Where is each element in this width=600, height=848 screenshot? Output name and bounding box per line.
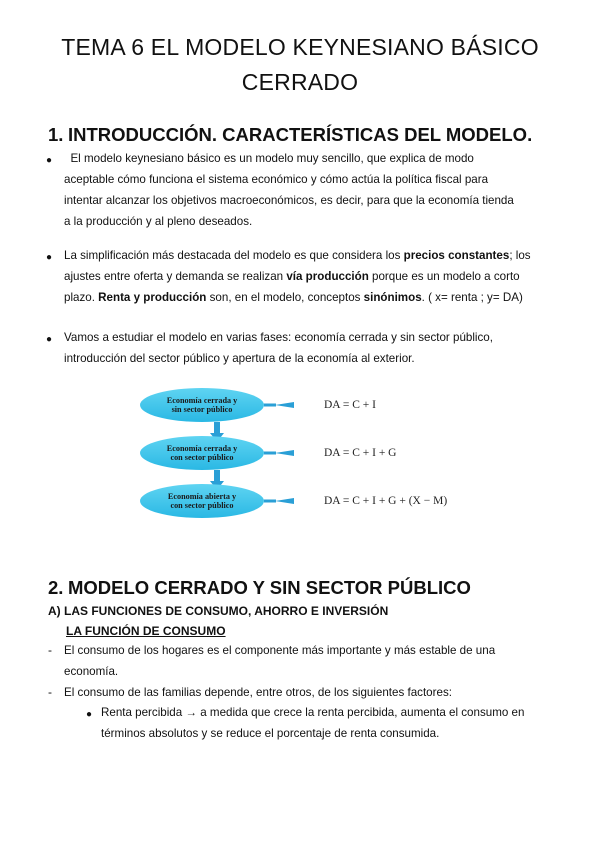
bullet-icon: ● (46, 334, 53, 345)
model-phases-diagram (140, 388, 480, 533)
phase-3-oval (140, 484, 264, 518)
text-run: . ( x= renta ; y= DA) (421, 291, 523, 304)
text-run: ; los (509, 249, 531, 262)
arrow-shaft (264, 404, 276, 407)
document-title-line-1: TEMA 6 EL MODELO KEYNESIANO BÁSICO (61, 34, 539, 60)
subheading-a: A) LAS FUNCIONES DE CONSUMO, AHORRO E INVERSIÓN (48, 604, 389, 618)
text-run: plazo. (64, 291, 99, 304)
document-title-line-2: CERRADO (241, 69, 359, 95)
arrow-shaft (264, 500, 276, 503)
phase-label: sin sector público (171, 405, 233, 414)
dash-item-1-text (64, 640, 570, 682)
section-1-heading (48, 124, 532, 146)
bold-term: vía producción (286, 270, 369, 283)
text-line: El consumo de las familias depende, entre otros, de los siguientes factores: (64, 686, 452, 699)
section-2-heading (48, 577, 471, 599)
phase-label: con sector público (170, 501, 234, 510)
arrow-shaft (214, 470, 220, 482)
bold-term: Renta y producción (98, 291, 207, 304)
bullet-icon: ● (86, 709, 93, 720)
text-line (64, 245, 570, 266)
arrow-right-icon (275, 402, 294, 408)
text-line: economía. (64, 665, 119, 678)
bullet-1-text (64, 148, 570, 232)
phase-2-equation: DA = C + I + G (324, 447, 397, 459)
dash-marker: - (48, 643, 52, 657)
sub-bullet-text (101, 702, 570, 744)
bullet-2-text (64, 245, 570, 308)
section-1-number: 1. (48, 124, 64, 145)
phase-3-equation: DA = C + I + G + (X − M) (324, 495, 448, 507)
text-line: El modelo keynesiano básico es un modelo muy sencillo, que explica de modo (64, 152, 474, 165)
text-line: a la producción y al pleno deseados. (64, 215, 253, 228)
text-line: Renta percibida → a medida que crece la renta percibida, aumenta el consumo en (101, 706, 525, 719)
phase-label: Economía cerrada y (166, 395, 238, 405)
text-line (64, 266, 570, 287)
bold-term: precios constantes (403, 249, 510, 262)
phase-label: Economía cerrada y (166, 443, 238, 453)
dash-marker: - (48, 685, 52, 699)
text-line: intentar alcanzar los objetivos macroeconómicos, es decir, para que la economía tienda (64, 194, 514, 207)
text-line: El consumo de los hogares es el componente más importante y más estable de una (64, 644, 496, 657)
section-2-number: 2. (48, 577, 64, 598)
bullet-3-text (64, 327, 570, 369)
arrow-shaft (214, 422, 220, 434)
phase-label: Economía abierta y (167, 491, 237, 501)
text-run: porque es un modelo a corto (368, 270, 520, 283)
subsubheading-consumption-function: LA FUNCIÓN DE CONSUMO (66, 624, 226, 638)
bullet-icon: ● (46, 155, 53, 166)
text-run: La simplificación más destacada del modelo es que considera los (64, 249, 404, 262)
text-line: Vamos a estudiar el modelo en varias fases: economía cerrada y sin sector público, (64, 331, 493, 344)
section-2-title: MODELO CERRADO Y SIN SECTOR PÚBLICO (68, 577, 471, 598)
bullet-icon: ● (46, 252, 53, 263)
text-run: ajustes entre oferta y demanda se realizan (64, 270, 287, 283)
phase-label: con sector público (170, 453, 234, 462)
dash-item-2-text (64, 682, 570, 703)
arrow-shaft (264, 452, 276, 455)
arrow-right-icon (275, 498, 294, 504)
phase-2-oval (140, 436, 264, 470)
section-1-title: INTRODUCCIÓN. CARACTERÍSTICAS DEL MODELO. (68, 124, 533, 145)
bold-term: sinónimos (363, 291, 422, 304)
text-line (64, 287, 570, 308)
arrow-right-icon (275, 450, 294, 456)
phase-1-equation: DA = C + I (324, 399, 376, 411)
text-line: términos absolutos y se reduce el porcentaje de renta consumida. (101, 727, 440, 740)
text-run: son, en el modelo, conceptos (206, 291, 364, 304)
phase-1-oval (140, 388, 264, 422)
text-line: introducción del sector público y apertura de la economía al exterior. (64, 352, 415, 365)
text-line: aceptable cómo funciona el sistema económico y cómo actúa la política fiscal para (64, 173, 489, 186)
